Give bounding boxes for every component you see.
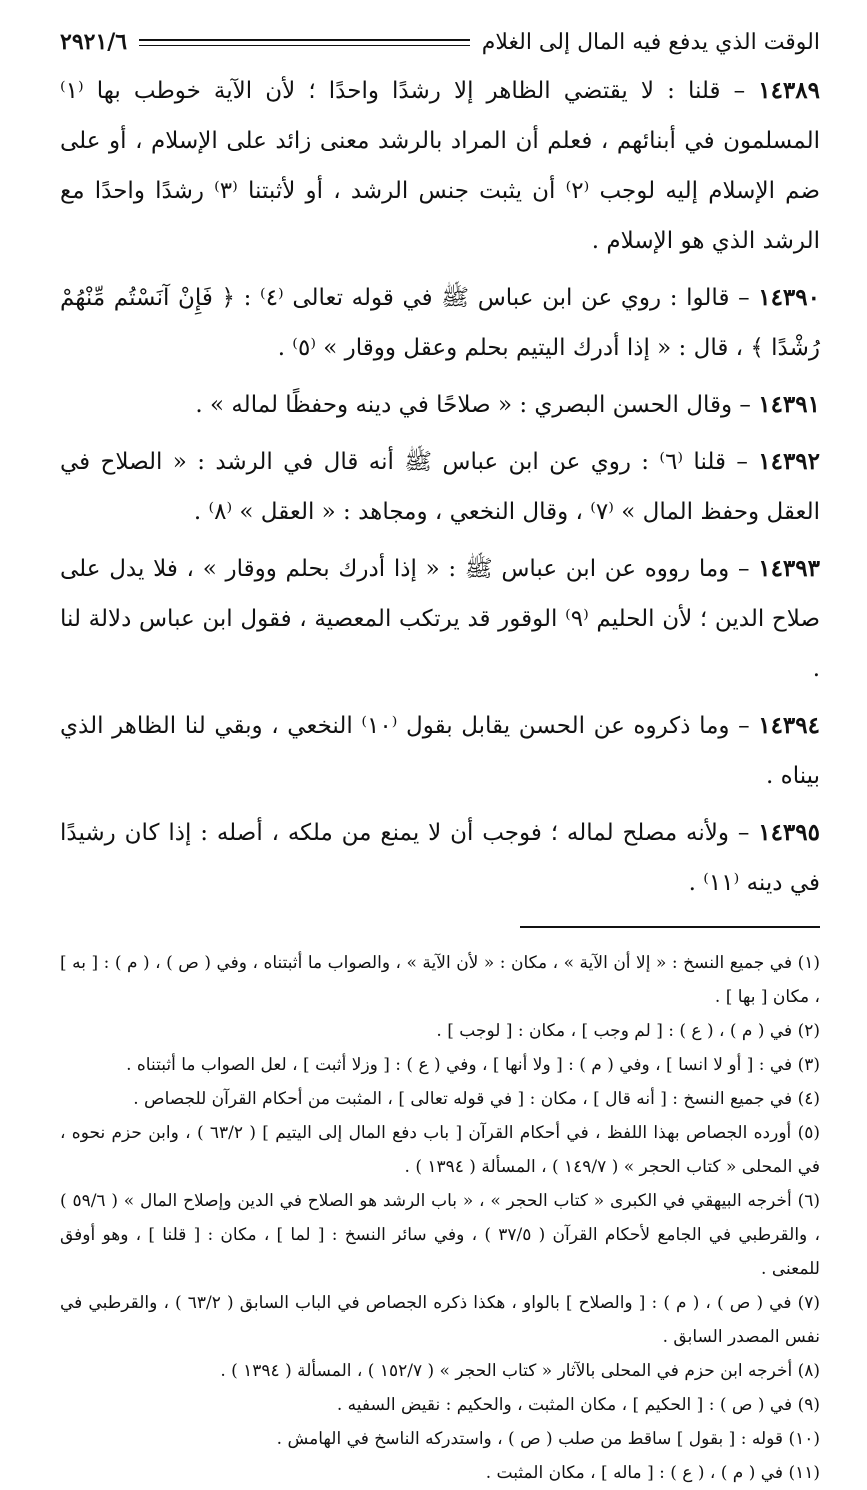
paragraph [60, 544, 820, 694]
page-number: ٢٩٢١/٦ [60, 29, 128, 55]
chapter-title: الوقت الذي يدفع فيه المال إلى الغلام [481, 29, 820, 55]
paragraph [60, 66, 820, 266]
footnote: (٦) أخرجه البيهقي في الكبرى « كتاب الحجر » ، « باب الرشد هو الصلاح في الدين وإصلاح المال » ( ٥٩/٦ ) ، والقرطبي في الجامع لأحكام القرآن ( ٣٧/٥ ) ، وفي سائر النسخ : [ لما ] ، مكان : [ قلنا ] ، وهو أوفق للمعنى . [60, 1191, 820, 1279]
paragraph [60, 380, 820, 430]
footnote: (٥) أورده الجصاص بهذا اللفظ ، في أحكام القرآن [ باب دفع المال إلى اليتيم ] ( ٦٣/٢ ) ، وابن حزم نحوه ، في المحلى « كتاب الحجر » ( ١٤٩/٧ ) ، المسألة ( ١٣٩٤ ) . [60, 1123, 820, 1177]
footnote: (٣) في : [ أو لا انسا ] ، وفي ( م ) : [ ولا أنها ] ، وفي ( ع ) : [ وزلا أثبت ] ، لعل الصواب ما أثبتناه . [126, 1055, 820, 1075]
footnotes [60, 946, 820, 1490]
paragraph [60, 273, 820, 373]
paragraph-text: – وما ذكروه عن الحسن يقابل بقول ⁽١٠⁾ النخعي ، وبقي لنا الظاهر الذي بيناه . [60, 713, 820, 789]
footnote: (٢) في ( م ) ، ( ع ) : [ لم وجب ] ، مكان : [ لوجب ] . [436, 1021, 820, 1041]
header-rule [139, 39, 470, 46]
paragraph-number: ١٤٣٩٤ [758, 712, 820, 739]
paragraph [60, 437, 820, 537]
paragraph-text: – قالوا : روي عن ابن عباس ﷺ في قوله تعالى ⁽٤⁾ : ﴿ فَإِنْ آنَسْتُم مِّنْهُمْ رُشْدًا ﴾ ، قال : « إذا أدرك اليتيم بحلم وعقل ووقار » ⁽٥⁾ . [60, 285, 820, 361]
paragraph-text: – ولأنه مصلح لماله ؛ فوجب أن لا يمنع من ملكه ، أصله : إذا كان رشيدًا في دينه ⁽١١⁾ . [60, 820, 820, 896]
paragraph-text: – قلنا ⁽٦⁾ : روي عن ابن عباس ﷺ أنه قال في الرشد : « الصلاح في العقل وحفظ المال » ⁽٧⁾ ، وقال النخعي ، ومجاهد : « العقل » ⁽٨⁾ . [60, 449, 820, 525]
footnote: (٧) في ( ص ) ، ( م ) : [ والصلاح ] بالواو ، هكذا ذكره الجصاص في الباب السابق ( ٦٣/٢ ) ، والقرطبي في نفس المصدر السابق . [60, 1293, 821, 1347]
footnote: (١٠) قوله : [ بقول ] ساقط من صلب ( ص ) ، واستدركه الناسخ في الهامش . [276, 1429, 820, 1449]
paragraph-number: ١٤٣٩٠ [758, 284, 820, 311]
paragraph-number: ١٤٣٩٢ [758, 448, 821, 475]
footnote: (٩) في ( ص ) : [ الحكيم ] ، مكان المثبت ، والحكيم : نقيض السفيه . [336, 1395, 820, 1415]
footnote: (٤) في جميع النسخ : [ أنه قال ] ، مكان : [ في قوله تعالى ] ، المثبت من أحكام القرآن للجصاص . [133, 1089, 820, 1109]
running-header [60, 22, 820, 62]
paragraph-text: – وما رووه عن ابن عباس ﷺ : « إذا أدرك بحلم ووقار » ، فلا يدل على صلاح الدين ؛ لأن الحليم ⁽٩⁾ الوقور قد يرتكب المعصية ، فقول ابن عباس دلالة لنا . [60, 556, 820, 682]
paragraph-number: ١٤٣٩٣ [758, 555, 820, 582]
paragraph-text: – قلنا : لا يقتضي الظاهر إلا رشدًا واحدًا ؛ لأن الآية خوطب بها ⁽١⁾ المسلمون في أبنائهم ، فعلم أن المراد بالرشد معنى زائد على الإسلام ، أو على ضم الإسلام إليه لوجب ⁽٢⁾ أن يثبت جنس الرشد ، أو لأثبتنا ⁽٣⁾ رشدًا واحدًا مع الرشد الذي هو الإسلام . [60, 78, 820, 254]
page [60, 22, 820, 1490]
paragraph-number: ١٤٣٩٥ [758, 819, 820, 846]
footnote: (١) في جميع النسخ : « إلا أن الآية » ، مكان : « لأن الآية » ، والصواب ما أثبتناه ، وفي ( ص ) ، ( م ) : [ به ] ، مكان [ بها ] . [60, 953, 820, 1007]
footnote: (٨) أخرجه ابن حزم في المحلى بالآثار « كتاب الحجر » ( ١٥٢/٧ ) ، المسألة ( ١٣٩٤ ) . [220, 1361, 820, 1381]
footnote: (١١) في ( م ) ، ( ع ) : [ ماله ] ، مكان المثبت . [485, 1463, 820, 1483]
main-text [60, 66, 820, 908]
paragraph [60, 701, 820, 801]
paragraph-text: – وقال الحسن البصري : « صلاحًا في دينه وحفظًا لماله » . [195, 392, 751, 418]
paragraph [60, 808, 820, 908]
paragraph-number: ١٤٣٩١ [758, 391, 820, 418]
paragraph-number: ١٤٣٨٩ [758, 77, 820, 104]
footnote-separator [520, 926, 820, 928]
